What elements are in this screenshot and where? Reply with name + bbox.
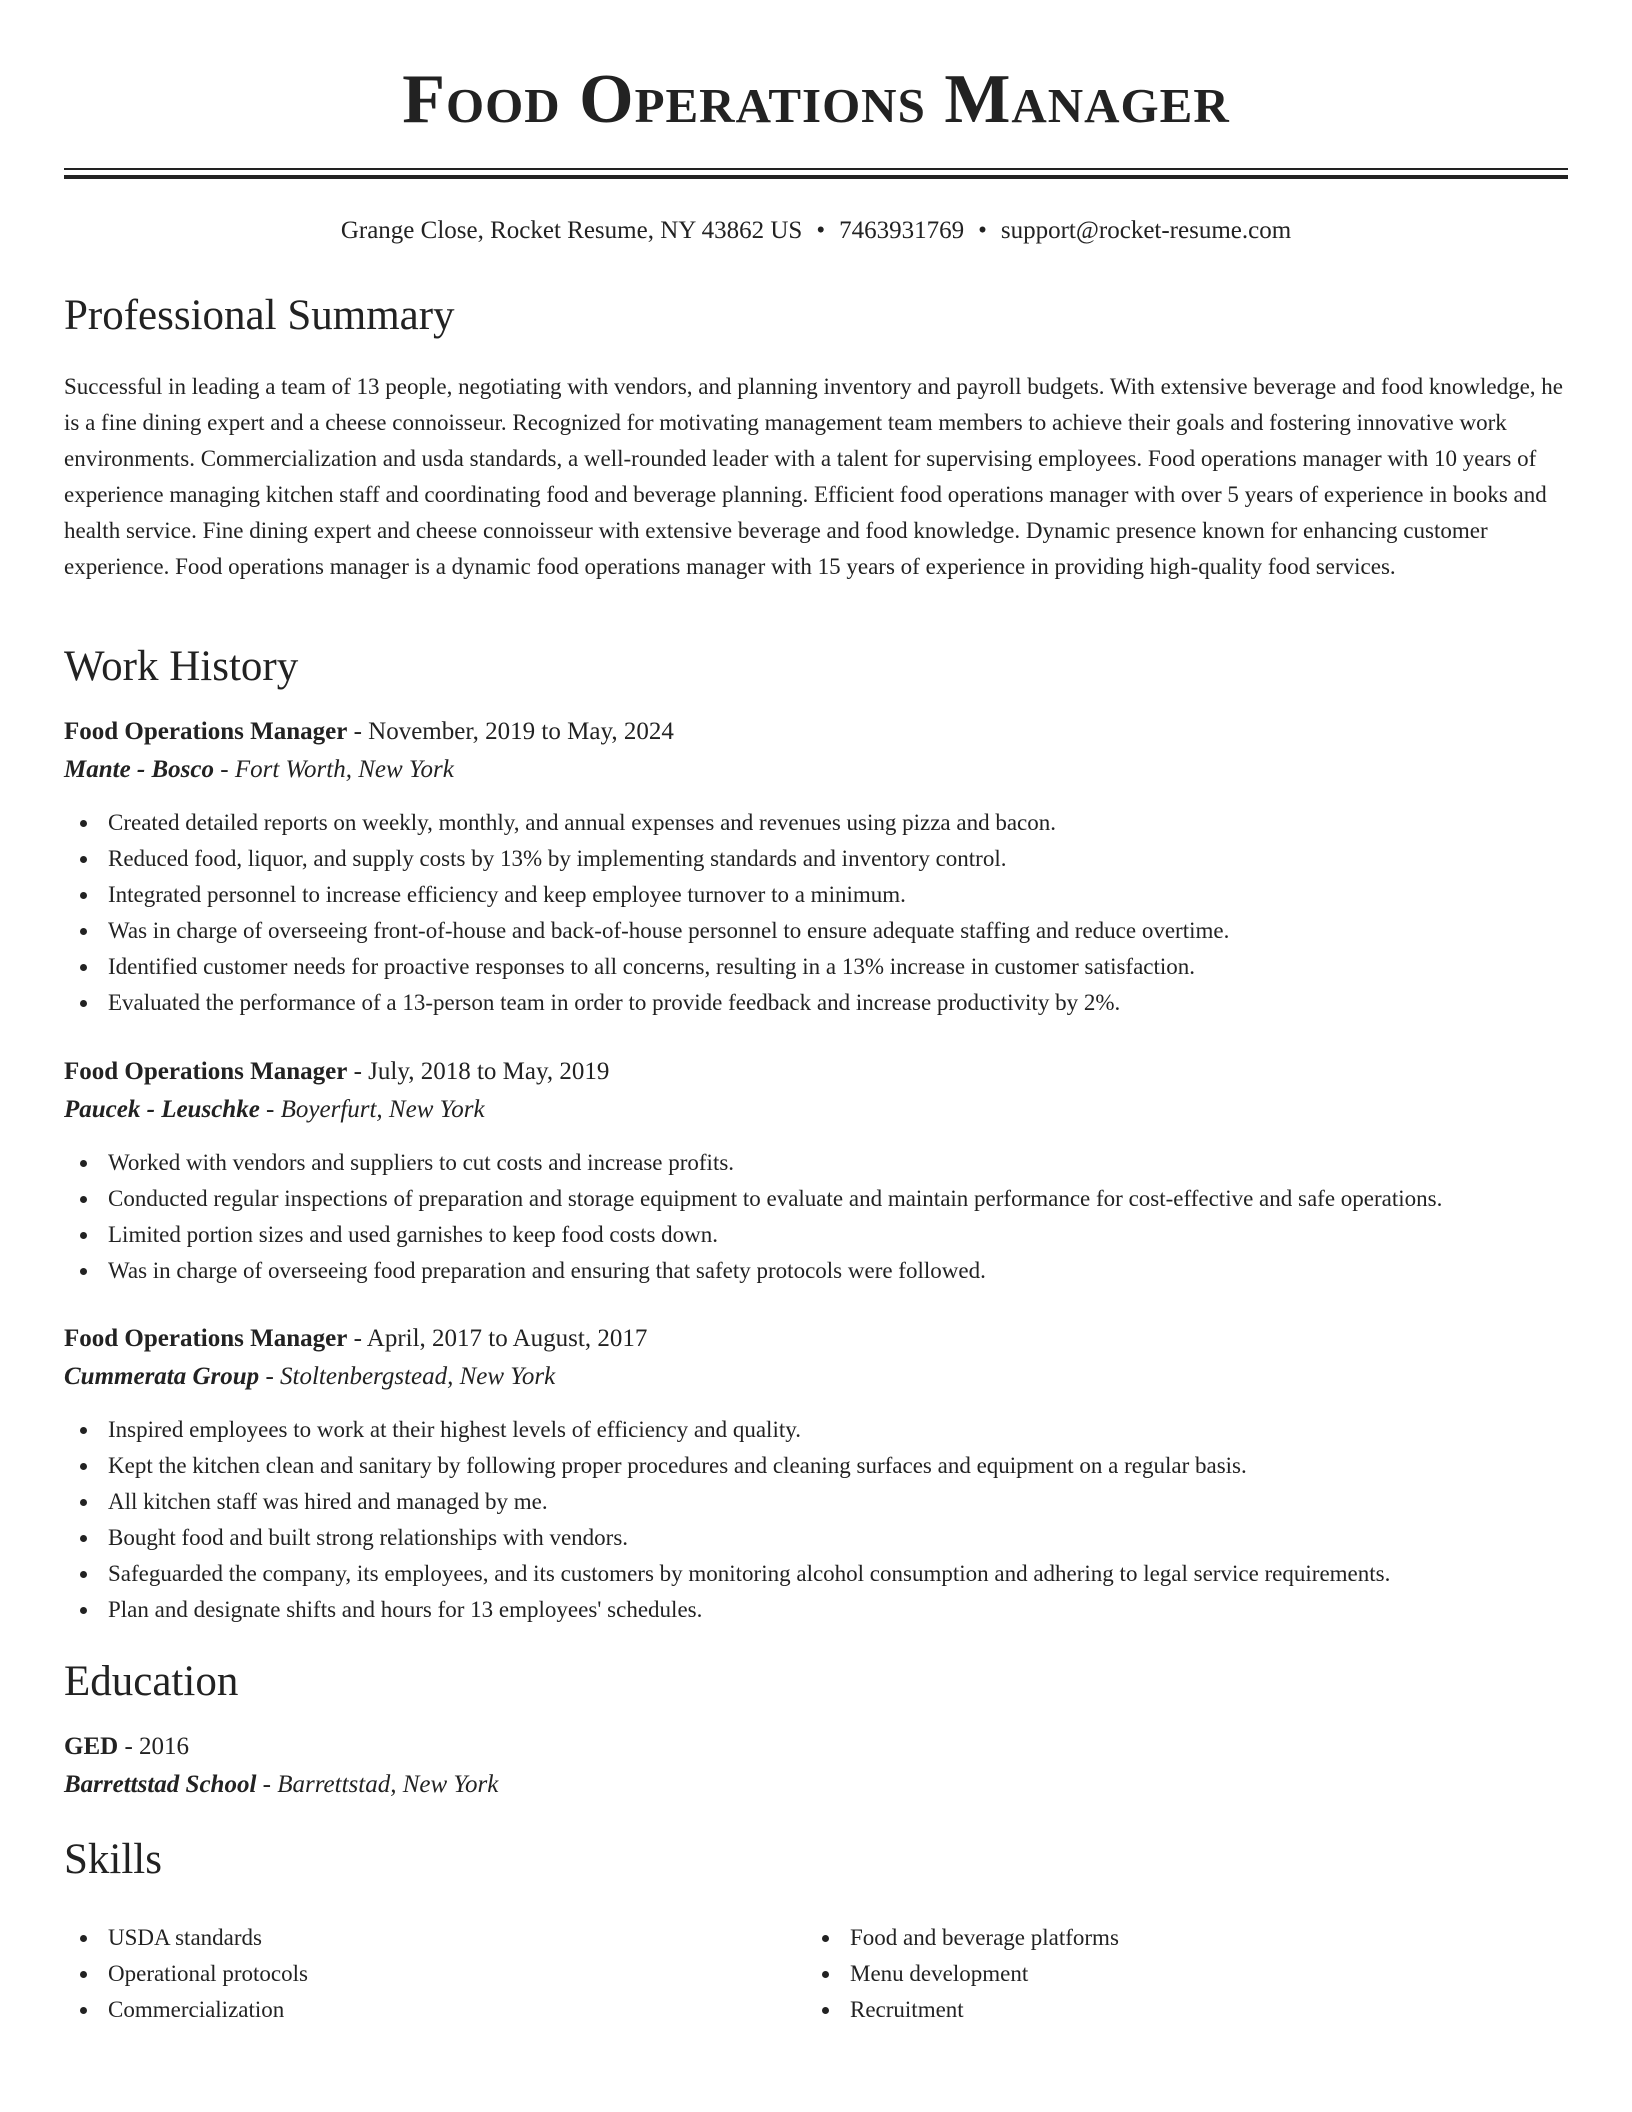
- skills-column-left: [64, 1920, 764, 2028]
- job-bullet: Worked with vendors and suppliers to cut costs and increase profits.: [64, 1145, 1568, 1181]
- job-title: Food Operations Manager: [64, 1325, 348, 1352]
- job-bullet: Safeguarded the company, its employees, and its customers by monitoring alcohol consumption and adhering to legal service requirements.: [64, 1556, 1568, 1592]
- job-bullet: All kitchen staff was hired and managed by me.: [64, 1484, 1568, 1520]
- contact-address: Grange Close, Rocket Resume, NY 43862 US: [340, 217, 803, 244]
- job-bullet: Kept the kitchen clean and sanitary by following proper procedures and cleaning surfaces and equipment on a regular basis.: [64, 1448, 1568, 1484]
- job-title-line: [64, 1053, 1568, 1091]
- contact-separator: •: [816, 217, 826, 244]
- education-entry: [64, 1728, 1568, 1804]
- job-bullet: Integrated personnel to increase efficiency and keep employee turnover to a minimum.: [64, 877, 1568, 913]
- degree-year: - 2016: [118, 1733, 190, 1760]
- skills-list: [64, 1920, 764, 2028]
- school-location: - Barrettstad, New York: [256, 1771, 499, 1798]
- job-title: Food Operations Manager: [64, 718, 348, 745]
- job-bullet: Identified customer needs for proactive responses to all concerns, resulting in a 13% increase in customer satisfaction.: [64, 949, 1568, 985]
- employer-line: [64, 1358, 1568, 1396]
- job-bullet: Was in charge of overseeing front-of-house and back-of-house personnel to ensure adequate staffing and reduce overtime.: [64, 913, 1568, 949]
- job-bullet: Plan and designate shifts and hours for 13 employees' schedules.: [64, 1592, 1568, 1628]
- employer-location: - Boyerfurt, New York: [259, 1096, 485, 1123]
- job-entry: [64, 1320, 1568, 1628]
- degree-line: [64, 1728, 1568, 1766]
- degree-name: GED: [64, 1733, 119, 1760]
- job-dates: - November, 2019 to May, 2024: [347, 718, 674, 745]
- skill-item: Commercialization: [64, 1992, 764, 2028]
- job-bullet: Conducted regular inspections of preparation and storage equipment to evaluate and maintain performance for cost-effective and safe operations.: [64, 1181, 1568, 1217]
- job-bullets: [64, 1145, 1568, 1289]
- job-bullet: Evaluated the performance of a 13-person team in order to provide feedback and increase productivity by 2%.: [64, 985, 1568, 1021]
- job-bullets: [64, 1412, 1568, 1628]
- job-entry: [64, 1053, 1568, 1289]
- contact-email: support@rocket-resume.com: [1000, 217, 1292, 244]
- job-title: Food Operations Manager: [64, 1058, 348, 1085]
- skill-item: USDA standards: [64, 1920, 764, 1956]
- contact-phone: 7463931769: [839, 217, 965, 244]
- skill-item: Menu development: [806, 1956, 1506, 1992]
- job-dates: - April, 2017 to August, 2017: [347, 1325, 648, 1352]
- employer-line: [64, 751, 1568, 789]
- job-entry: [64, 713, 1568, 1021]
- job-bullet: Bought food and built strong relationships with vendors.: [64, 1520, 1568, 1556]
- job-bullet: Was in charge of overseeing food preparation and ensuring that safety protocols were followed.: [64, 1253, 1568, 1289]
- title-divider: [64, 168, 1568, 179]
- contact-line: [64, 216, 1568, 246]
- job-bullets: [64, 805, 1568, 1021]
- school-name: Barrettstad School: [64, 1771, 257, 1798]
- summary-text: Successful in leading a team of 13 people, negotiating with vendors, and planning inventory and payroll budgets. With extensive beverage and food knowledge, he is a fine dining expert and a cheese connoisseur. Recognized for motivating management team members to achieve their goals and fostering innovative work environments. Commercialization and usda standards, a well-rounded leader with a talent for supervising employees. Food operations manager with 10 years of experience managing kitchen staff and coordinating food and beverage planning. Efficient food operations manager with over 5 years of experience in books and health service. Fine dining expert and cheese connoisseur with extensive beverage and food knowledge. Dynamic presence known for enhancing customer experience. Food operations manager is a dynamic food operations manager with 15 years of experience in providing high-quality food services.: [64, 374, 1564, 579]
- work-history-heading: Work History: [64, 643, 299, 690]
- job-title-line: [64, 1320, 1568, 1358]
- summary-heading: Professional Summary: [64, 292, 455, 339]
- job-bullet: Reduced food, liquor, and supply costs by 13% by implementing standards and inventory control.: [64, 841, 1568, 877]
- employer-location: - Stoltenbergstead, New York: [259, 1363, 556, 1390]
- employer-location: - Fort Worth, New York: [214, 756, 454, 783]
- skill-item: Operational protocols: [64, 1956, 764, 1992]
- job-bullet: Limited portion sizes and used garnishes to keep food costs down.: [64, 1217, 1568, 1253]
- school-line: [64, 1766, 1568, 1804]
- job-title-line: [64, 713, 1568, 751]
- education-heading: Education: [64, 1658, 239, 1705]
- job-dates: - July, 2018 to May, 2019: [347, 1058, 610, 1085]
- job-bullet: Inspired employees to work at their highest levels of efficiency and quality.: [64, 1412, 1568, 1448]
- skills-list: [806, 1920, 1506, 2028]
- skill-item: Recruitment: [806, 1992, 1506, 2028]
- employer-name: Cummerata Group: [64, 1363, 260, 1390]
- job-bullet: Created detailed reports on weekly, monthly, and annual expenses and revenues using pizza and bacon.: [64, 805, 1568, 841]
- employer-name: Mante - Bosco: [64, 756, 214, 783]
- employer-name: Paucek - Leuschke: [64, 1096, 260, 1123]
- employer-line: [64, 1091, 1568, 1129]
- contact-separator: •: [978, 217, 987, 244]
- skill-item: Food and beverage platforms: [806, 1920, 1506, 1956]
- skills-heading: Skills: [64, 1836, 162, 1883]
- resume-title: Food Operations Manager: [402, 61, 1230, 138]
- skills-column-right: [806, 1920, 1506, 2028]
